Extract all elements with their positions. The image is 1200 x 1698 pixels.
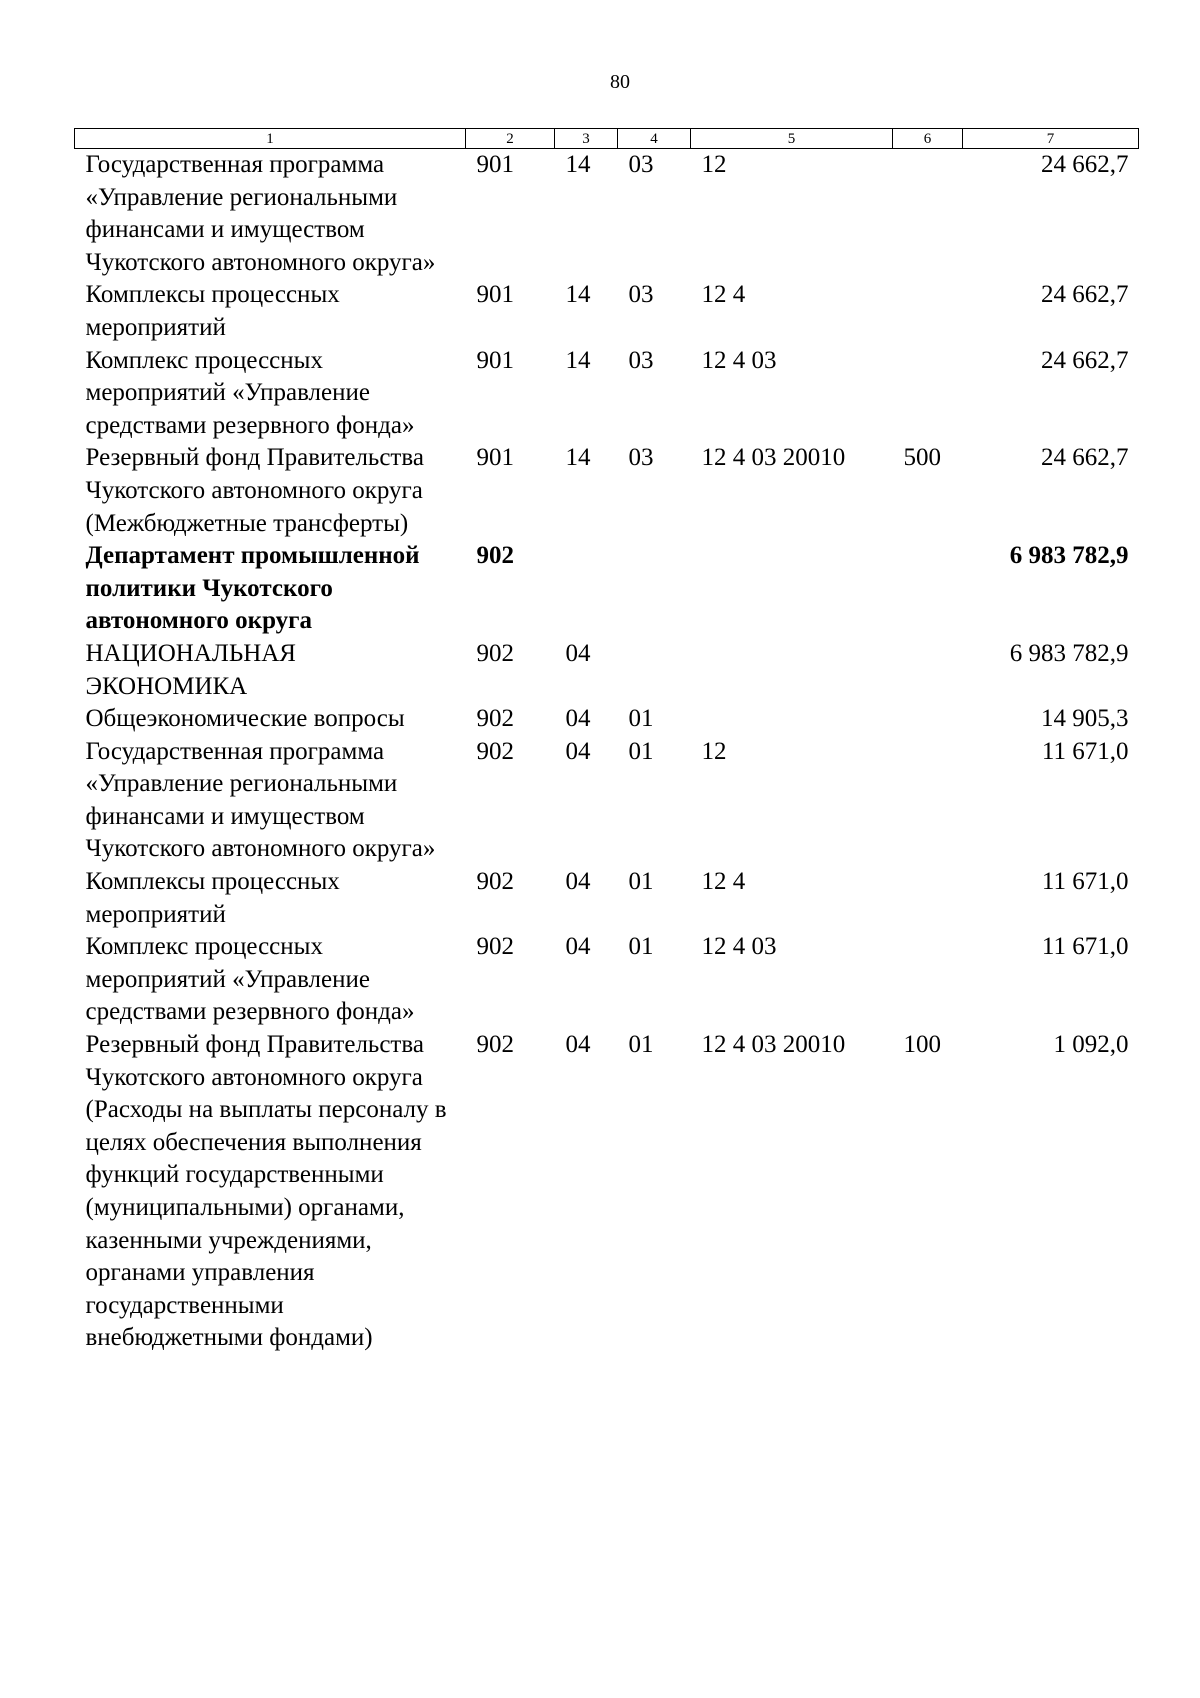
row-section: 14 — [565, 444, 591, 472]
row-expense-type: 500 — [903, 444, 941, 472]
row-grbs: 902 — [476, 542, 514, 570]
row-section: 04 — [565, 639, 591, 667]
row-target-article — [691, 638, 893, 703]
row-amount: 24 662,7 — [1041, 444, 1129, 472]
row-expense-type — [893, 703, 963, 736]
row-grbs: 901 — [476, 281, 514, 309]
row-expense-type — [893, 149, 963, 280]
row-section: 14 — [565, 281, 591, 309]
row-expense-type — [893, 866, 963, 931]
row-target-article: 12 — [701, 151, 727, 178]
row-grbs: 901 — [476, 444, 514, 472]
row-expense-type — [893, 540, 963, 638]
row-expense-type: 100 — [903, 1031, 941, 1059]
budget-table — [74, 128, 1139, 1355]
row-subsection — [618, 540, 691, 638]
row-name: Общеэкономические вопросы — [85, 705, 405, 733]
row-name: Резервный фонд Правительства Чукотского автономного округа (Расходы на выплаты персоналу в целях обеспечения выполнения функций государственными (муниципальными) органами, казенными учреждениями, органами управления государственными внебюджетными фондами) — [85, 1031, 447, 1352]
table-row-department — [75, 540, 1139, 638]
header-col-6: 6 — [893, 129, 963, 149]
header-col-7: 7 — [963, 129, 1139, 149]
row-target-article: 12 4 03 20010 — [701, 444, 846, 472]
header-col-1: 1 — [75, 129, 466, 149]
header-row — [75, 129, 1139, 149]
table-row — [75, 345, 1139, 443]
row-amount: 14 905,3 — [1041, 705, 1129, 733]
row-amount: 24 662,7 — [1041, 151, 1129, 178]
row-section: 04 — [565, 705, 591, 733]
row-amount: 24 662,7 — [1041, 281, 1129, 309]
row-subsection: 03 — [628, 151, 654, 178]
row-subsection: 01 — [628, 933, 654, 961]
row-grbs: 902 — [476, 1031, 514, 1059]
row-grbs: 902 — [476, 705, 514, 733]
row-grbs: 902 — [476, 639, 514, 667]
row-name: Государственная программа «Управление региональными финансами и имуществом Чукотского автономного округа» — [85, 151, 436, 276]
table-body — [75, 149, 1139, 1355]
row-target-article — [691, 540, 893, 638]
row-amount: 11 671,0 — [1041, 933, 1129, 961]
table-row — [75, 149, 1139, 280]
table-row — [75, 442, 1139, 540]
row-subsection: 01 — [628, 705, 654, 733]
row-target-article: 12 4 03 — [701, 933, 777, 961]
row-grbs: 902 — [476, 933, 514, 961]
row-target-article: 12 4 — [701, 868, 746, 896]
row-target-article: 12 4 03 20010 — [701, 1031, 846, 1059]
row-subsection: 01 — [628, 737, 654, 765]
row-subsection: 03 — [628, 444, 654, 472]
row-expense-type — [893, 279, 963, 344]
header-col-3: 3 — [555, 129, 618, 149]
row-amount: 24 662,7 — [1041, 346, 1129, 374]
table-row — [75, 638, 1139, 703]
table-row — [75, 866, 1139, 931]
row-amount: 6 983 782,9 — [1009, 639, 1129, 667]
row-section: 04 — [565, 868, 591, 896]
row-name: Комплекс процессных мероприятий «Управление средствами резервного фонда» — [85, 933, 415, 1026]
row-grbs: 901 — [476, 151, 514, 178]
table-row — [75, 931, 1139, 1029]
row-section: 04 — [565, 737, 591, 765]
row-name: НАЦИОНАЛЬНАЯ ЭКОНОМИКА — [85, 639, 296, 700]
row-name: Комплекс процессных мероприятий «Управление средствами резервного фонда» — [85, 346, 415, 439]
row-section: 14 — [565, 346, 591, 374]
row-subsection: 01 — [628, 868, 654, 896]
table-row — [75, 703, 1139, 736]
row-name: Комплексы процессных мероприятий — [85, 868, 340, 928]
table-row — [75, 736, 1139, 866]
row-subsection — [618, 638, 691, 703]
row-expense-type — [893, 638, 963, 703]
header-col-2: 2 — [466, 129, 555, 149]
row-name: Департамент промышленной политики Чукотского автономного округа — [85, 542, 420, 635]
row-name: Комплексы процессных мероприятий — [85, 281, 340, 341]
row-target-article: 12 4 03 — [701, 346, 777, 374]
page-number: 80 — [610, 71, 630, 93]
row-subsection: 03 — [628, 346, 654, 374]
row-section: 04 — [565, 1031, 591, 1059]
row-grbs: 901 — [476, 346, 514, 374]
row-subsection: 03 — [628, 281, 654, 309]
table-header — [75, 129, 1139, 149]
table-row — [75, 1029, 1139, 1355]
table-row — [75, 279, 1139, 344]
row-expense-type — [893, 931, 963, 1029]
row-name: Резервный фонд Правительства Чукотского автономного округа (Межбюджетные трансферты) — [85, 444, 424, 537]
row-expense-type — [893, 736, 963, 866]
row-amount: 11 671,0 — [1041, 737, 1129, 765]
row-section — [555, 540, 618, 638]
row-section: 14 — [565, 151, 591, 178]
row-amount: 6 983 782,9 — [1009, 542, 1129, 570]
row-grbs: 902 — [476, 868, 514, 896]
row-name: Государственная программа «Управление региональными финансами и имуществом Чукотского автономного округа» — [85, 737, 436, 863]
row-amount: 1 092,0 — [1053, 1031, 1129, 1059]
row-expense-type — [893, 345, 963, 443]
row-section: 04 — [565, 933, 591, 961]
header-col-4: 4 — [618, 129, 691, 149]
row-amount: 11 671,0 — [1041, 868, 1129, 896]
row-grbs: 902 — [476, 737, 514, 765]
header-col-5: 5 — [691, 129, 893, 149]
row-target-article: 12 4 — [701, 281, 746, 309]
row-target-article — [691, 703, 893, 736]
row-target-article: 12 — [701, 737, 727, 765]
row-subsection: 01 — [628, 1031, 654, 1059]
